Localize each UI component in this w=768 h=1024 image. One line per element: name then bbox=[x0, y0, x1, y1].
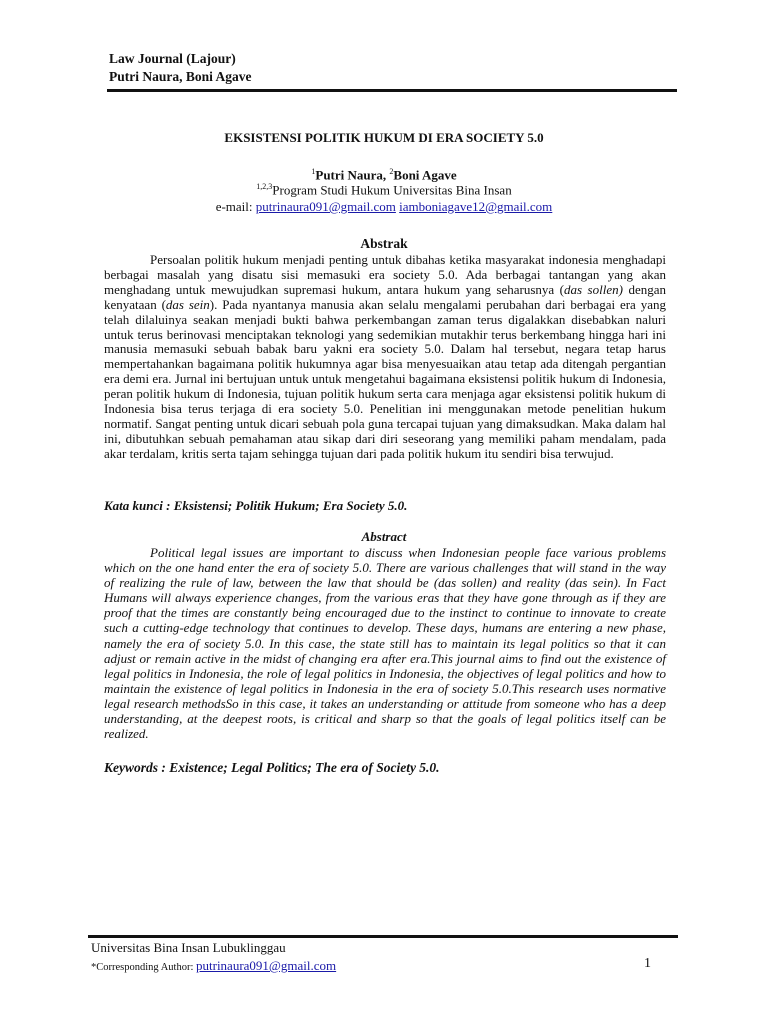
running-header bbox=[109, 50, 252, 86]
abstrak-heading: Abstrak bbox=[360, 236, 408, 251]
footer-institution: Universitas Bina Insan Lubuklinggau bbox=[91, 940, 286, 955]
abstrak-text-1: Persoalan politik hukum menjadi penting untuk dibahas ketika masyarakat indonesia menghadapi berbagai masalah yang disatu sisi memasuki era society 5.0. Ada berbagai tantangan yang akan menghadang untuk mewujudkan supremasi hukum, antara hukum yang seharusnya ( bbox=[104, 252, 666, 297]
header-rule bbox=[107, 89, 677, 92]
email-label: e-mail: bbox=[215, 199, 256, 214]
kata-kunci: Kata kunci : Eksistensi; Politik Hukum; Era Society 5.0. bbox=[104, 498, 408, 513]
abstrak-text-3: ). Pada nyantanya manusia akan selalu mengalami perubahan dari berbagai era yang telah dilaluinya seakan menjadi bukti bahwa perkembangan zaman terus digalakkan disebabkan naluri untuk terus berinovasi menciptakan teknologi yang sedemikian mutakhir terus berkembang hingga hari ini manusia memasuki sebuah babak baru yakni era society 5.0. Dalam hal tersebut, negara tetap harus mempertahankan bagaimana politik hukumnya agar bisa menyesuaikan atau tetap ada ditengah pergantian era demi era. Jurnal ini bertujuan untuk untuk mengetahui bagaimana eksistensi politik hukum di Indonesia, peran politik hukum di Indonesia, tujuan politik hukum serta cara menjaga agar eksistensi politik hukum di Indonesia bisa terus terjaga di era society 5.0. Penelitian ini menggunakan metode penelitian hukum normatif. Sangat penting untuk dicari sebuah pola guna tercapai tujuan yang dimaksudkan. Maka dalam hal ini, dibutuhkan sebuah pemahaman atau sikap dari diri seseorang yang memiliki paham mendalam, pada akar terdalam, kritis serta tajam sehingga tujuan dari pada politik hukum itu sendiri bisa terwujud. bbox=[104, 296, 666, 461]
abstrak-text-2: dengan kenyataan ( bbox=[104, 281, 666, 312]
author1-sup: 1 bbox=[311, 167, 316, 176]
author-line bbox=[0, 167, 768, 183]
abstrak-italic-2: das sein bbox=[165, 296, 210, 312]
abstrak-italic-1: das sollen) bbox=[564, 281, 623, 297]
abstrak-paragraph bbox=[104, 253, 666, 462]
affiliation-line bbox=[0, 182, 768, 198]
keywords-en: Keywords : Existence; Legal Politics; The era of Society 5.0. bbox=[104, 760, 440, 775]
abstrak-body bbox=[104, 253, 666, 462]
affiliation: Program Studi Hukum Universitas Bina Insan bbox=[272, 182, 512, 198]
abstract-body bbox=[104, 545, 666, 741]
abstract-heading: Abstract bbox=[361, 529, 407, 544]
header-authors: Putri Naura, Boni Agave bbox=[109, 69, 252, 84]
journal-name: Law Journal (Lajour) bbox=[109, 51, 236, 66]
corr-label: *Corresponding Author: bbox=[91, 962, 196, 973]
footer-corresponding bbox=[91, 958, 336, 974]
author2-sup: 2 bbox=[389, 167, 394, 176]
email-link-1[interactable]: putrinaura091@gmail.com bbox=[255, 199, 396, 214]
affiliation-sup: 1,2,3 bbox=[256, 182, 273, 191]
footer-rule bbox=[88, 935, 678, 938]
paper-title: EKSISTENSI POLITIK HUKUM DI ERA SOCIETY 5.0 bbox=[224, 130, 544, 145]
page-number: 1 bbox=[644, 956, 651, 971]
author2: Boni Agave bbox=[393, 167, 457, 183]
email-line bbox=[0, 199, 768, 215]
author1: Putri Naura, bbox=[315, 167, 390, 183]
corr-email-link[interactable]: putrinaura091@gmail.com bbox=[196, 958, 337, 973]
email-link-2[interactable]: iamboniagave12@gmail.com bbox=[399, 199, 553, 214]
abstract-paragraph: Political legal issues are important to discuss when Indonesian people face various problems which on the one hand enter the era of society 5.0. There are various challenges that will stand in the way of realizing the rule of law, between the law that should be (das sollen) and reality (das sein). In Fact Humans will always experience changes, from the various eras that they have gone through as if they are proof that the times are constantly being encouraged due to the instinct to continue to innovate to create such a cutting-edge technology that continues to develop. These days, humans are entering a new phase, namely the era of society 5.0. In this case, the state still has to maintain its legal politics so that it can adjust or remain active in the midst of changing era after era.This journal aims to find out the existence of legal politics in Indonesia, the role of legal politics in Indonesia, the objectives of legal politics and how to maintain the existence of legal politics in Indonesia in the era of society 5.0.This research uses normative legal research methodsSo in this case, it takes an understanding or attitude from someone who has a deep understanding, at the deepest roots, is critical and sharp so that the goals of legal politics itself can be realized. bbox=[104, 545, 666, 742]
